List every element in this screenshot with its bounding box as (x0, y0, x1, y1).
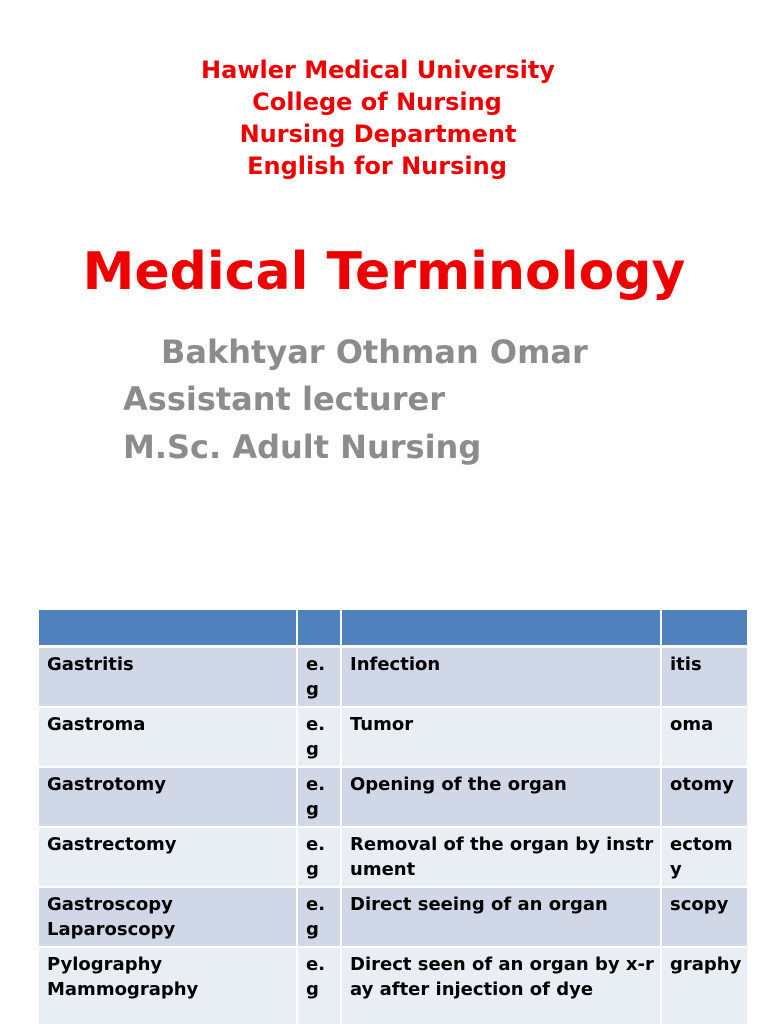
table-row (39, 707, 747, 767)
term-text: Gastroscopy (47, 894, 173, 915)
table-header-row (39, 610, 747, 647)
suffix-cell: otomy (661, 767, 747, 827)
meaning-cell: Direct seen of an organ by x-ray after injection of dye (341, 947, 661, 1024)
term-text: Gastrectomy (47, 834, 177, 855)
eg-cell: e.g (297, 947, 341, 1024)
term-cell (39, 887, 297, 947)
meaning-cell: Opening of the organ (341, 767, 661, 827)
meaning-cell: Removal of the organ by instrument (341, 827, 661, 887)
terminology-table (39, 610, 747, 1024)
author-degree: M.Sc. Adult Nursing (123, 428, 482, 466)
suffix-cell: itis (661, 647, 747, 708)
author-name: Bakhtyar Othman Omar (161, 333, 588, 371)
table-row (39, 887, 747, 947)
term-text: Pylography (47, 954, 163, 975)
term-cell (39, 947, 297, 1024)
meaning-cell: Infection (341, 647, 661, 708)
table-row (39, 827, 747, 887)
header-cell-suffix (661, 610, 747, 647)
table-row (39, 767, 747, 827)
table-row (39, 647, 747, 708)
author-role: Assistant lecturer (123, 380, 445, 418)
header-cell-meaning (341, 610, 661, 647)
university-name: Hawler Medical University (201, 56, 555, 84)
suffix-cell: graphy (661, 947, 747, 1024)
course-name: English for Nursing (247, 152, 507, 180)
suffix-cell: ectomy (661, 827, 747, 887)
eg-cell: e.g (297, 827, 341, 887)
term-cell (39, 827, 297, 887)
term-text: Gastroma (47, 714, 146, 735)
suffix-cell: scopy (661, 887, 747, 947)
term-text: Gastritis (47, 654, 134, 675)
header-cell-term (39, 610, 297, 647)
term-cell (39, 767, 297, 827)
eg-cell: e.g (297, 647, 341, 708)
college-name: College of Nursing (252, 88, 502, 116)
term-text: Laparoscopy (47, 919, 176, 940)
eg-cell: e.g (297, 887, 341, 947)
meaning-cell: Direct seeing of an organ (341, 887, 661, 947)
table-row (39, 947, 747, 1024)
header-cell-eg (297, 610, 341, 647)
term-text: Mammography (47, 979, 199, 1000)
slide-title: Medical Terminology (82, 242, 686, 302)
term-text: Gastrotomy (47, 774, 166, 795)
eg-cell: e.g (297, 767, 341, 827)
institution-header (0, 54, 768, 182)
department-name: Nursing Department (239, 120, 517, 148)
eg-cell: e.g (297, 707, 341, 767)
suffix-cell: oma (661, 707, 747, 767)
term-cell (39, 647, 297, 708)
term-cell (39, 707, 297, 767)
meaning-cell: Tumor (341, 707, 661, 767)
